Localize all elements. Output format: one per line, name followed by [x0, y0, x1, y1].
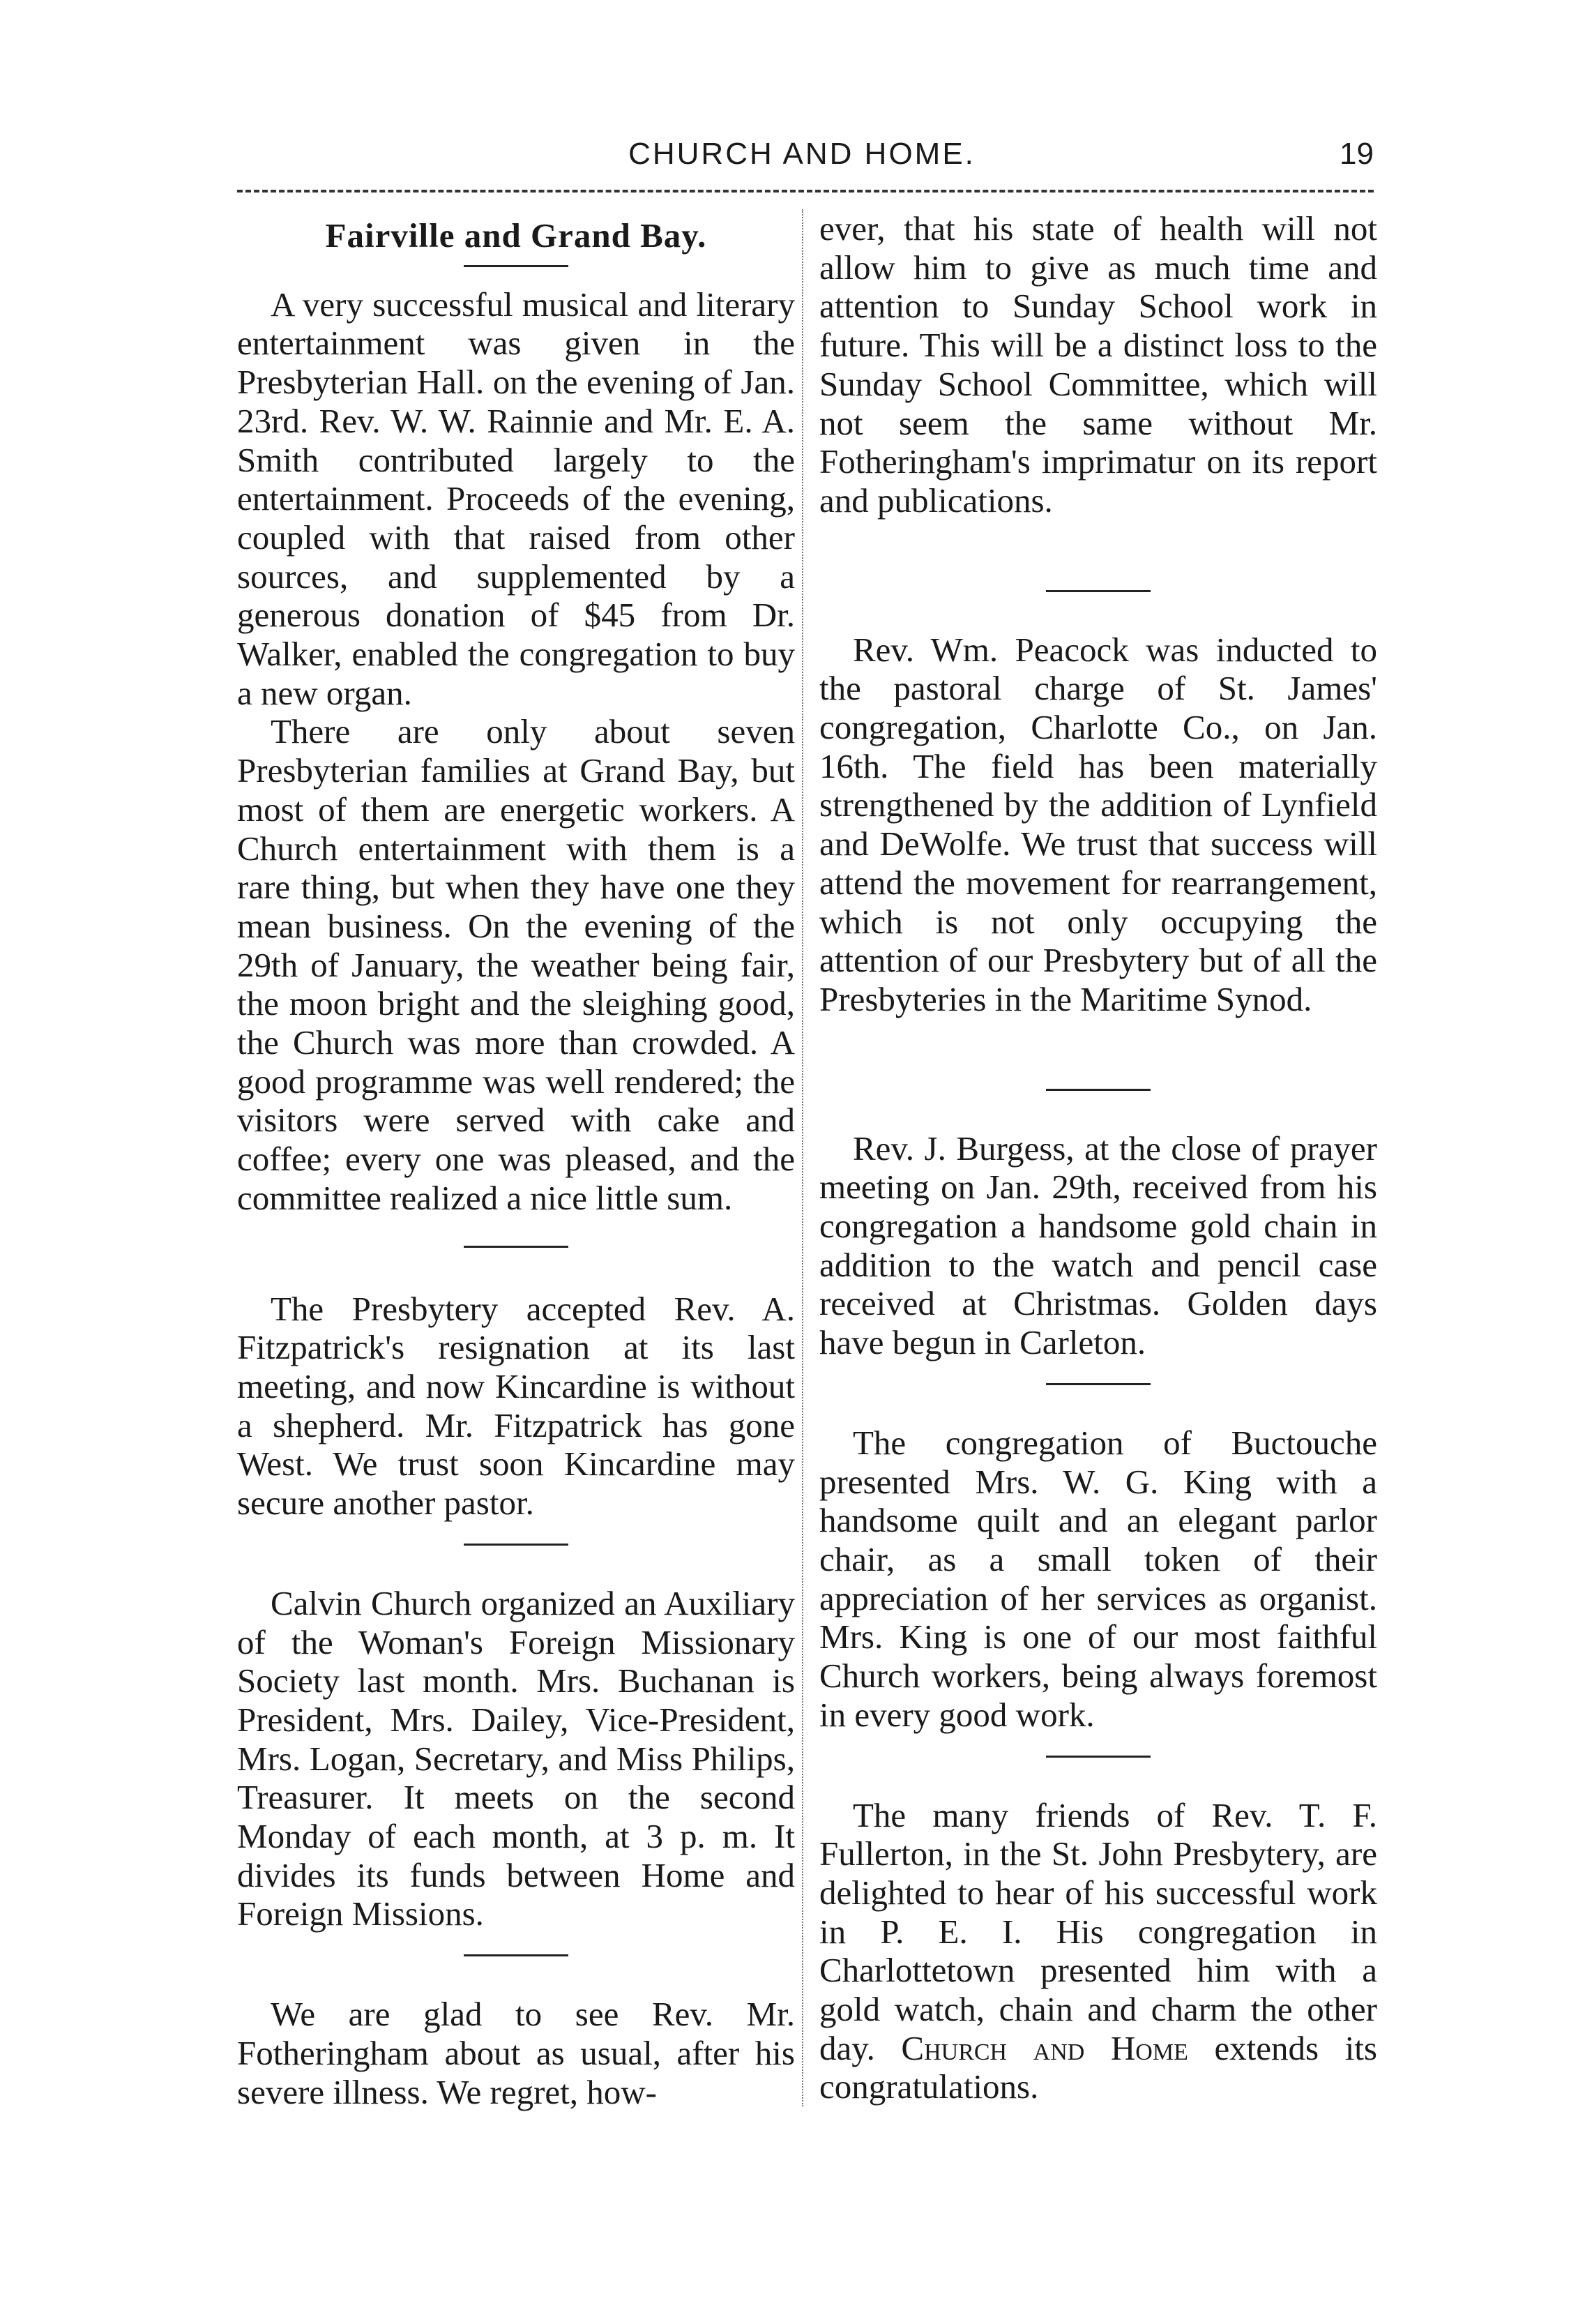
article-peacock — [819, 631, 1377, 1019]
running-head: CHURCH AND HOME. — [628, 137, 976, 171]
article-paragraph: The congregation of Buctouche presented Mrs. W. G. King with a handsome quilt and an elegant parlor chair, as a small token of their appreciation of her services as organist. Mrs. King is one of our most faithful Church workers, being always foremost in every good work. — [819, 1423, 1377, 1734]
title-rule — [464, 265, 568, 267]
section-rule — [464, 1246, 568, 1248]
article-title: Fairville and Grand Bay. — [325, 216, 707, 255]
column-divider — [802, 209, 803, 2106]
article-text: The many friends of Rev. T. F. Fullerton, in the St. John Presbytery, are delighted to hear of his successful work in P. E. I. His congregation in Charlottetown presented him with a gold watch, chain and charm the other day. — [819, 1795, 1377, 2067]
article-kincardine — [237, 1290, 795, 1523]
article-burgess — [819, 1129, 1377, 1362]
article-fotheringham — [237, 1995, 795, 2111]
article-buctouche — [819, 1424, 1377, 1735]
article-fotheringham-continued — [819, 209, 1377, 520]
article-fullerton — [819, 1796, 1377, 2107]
page-header — [230, 137, 1374, 186]
section-rule — [1046, 1756, 1151, 1758]
header-rule — [237, 190, 1374, 193]
article-paragraph: We are glad to see Rev. Mr. Fotheringham about as usual, after his severe illness. We regret, how- — [237, 1995, 795, 2111]
section-rule — [464, 1544, 568, 1546]
section-rule — [1046, 590, 1151, 592]
masthead-name: Church and Home — [901, 2028, 1188, 2067]
article-paragraph: Rev. Wm. Peacock was inducted to the pastoral charge of St. James' congregation, Charlotte Co., on Jan. 16th. The field has been materially strengthened by the addition of Lynfield and DeWolfe. We trust that success will attend the movement for rearrangement, which is not only occupying the attention of our Presbytery but of all the Presbyteries in the Maritime Synod. — [819, 630, 1377, 1018]
article-calvin-church — [237, 1584, 795, 1933]
article-text: extends its congratulations. — [819, 2028, 1377, 2106]
article-paragraph: The Presbytery accepted Rev. A. Fitzpatrick's resignation at its last meeting, and now Kincardine is without a shepherd. Mr. Fitzpatrick has gone West. We trust soon Kincardine may secure another pastor. — [237, 1289, 795, 1523]
article-paragraph: Rev. J. Burgess, at the close of prayer meeting on Jan. 29th, received from his congregation a handsome gold chain in addition to the watch and pencil case received at Christmas. Golden days have begun in Carleton. — [819, 1129, 1377, 1362]
section-rule — [1046, 1383, 1151, 1385]
section-rule — [1046, 1089, 1151, 1091]
article-paragraph: ever, that his state of health will not allow him to give as much time and attention to Sunday School work in future. This will be a distinct loss to the Sunday School Committee, which will not seem the same without Mr. Fotheringham's imprimatur on its report and publications. — [819, 209, 1377, 520]
article-paragraph: Calvin Church organized an Auxiliary of the Woman's Foreign Missionary Society last month. Mrs. Buchanan is President, Mrs. Dailey, Vice-President, Mrs. Logan, Secretary, and Miss Philips, Treasurer. It meets on the second Monday of each month, at 3 p. m. It divides its funds between Home and Foreign Missions. — [237, 1583, 795, 1933]
page-number: 19 — [1340, 137, 1374, 171]
left-column — [237, 209, 795, 2111]
section-rule — [464, 1954, 568, 1956]
article-paragraph — [819, 1796, 1377, 2107]
article-paragraph: There are only about seven Presbyterian families at Grand Bay, but most of them are energetic workers. A Church entertainment with them is a rare thing, but when they have one they mean business. On the evening of the 29th of January, the weather being fair, the moon bright and the sleighing good, the Church was more than crowded. A good programme was well rendered; the visitors were served with cake and coffee; every one was pleased, and the committee realized a nice little sum. — [237, 712, 795, 1217]
right-column — [819, 209, 1377, 2106]
article-paragraph: A very successful musical and literary entertainment was given in the Presbyterian Hall. on the evening of Jan. 23rd. Rev. W. W. Rainnie and Mr. E. A. Smith contributed largely to the entertainment. Proceeds of the evening, coupled with that raised from other sources, and supplemented by a generous donation of $45 from Dr. Walker, enabled the congregation to buy a new organ. — [237, 285, 795, 712]
article-fairville — [237, 216, 795, 1218]
